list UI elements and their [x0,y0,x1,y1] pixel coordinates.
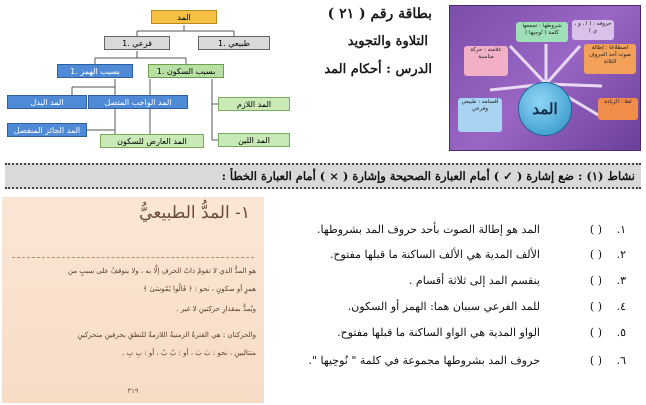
statement-number: ٦. [616,354,626,367]
excerpt-line-1: هو المدُّ الذي لا تقومُ ذاتُ الحرفِ إلَّا به ، ولا يتوقفُ على سببٍ من [67,267,256,275]
statement-number: ٥. [616,326,626,339]
concept-types: أقسامه : طبيعي وفرعي [458,98,502,132]
excerpt-line-4: والحركتان : هي الفترةُ الزمنيةُ اللازمةُ للنطقِ بحرفينِ متحركينِ [77,331,256,339]
tree-lazim: المد اللازم [218,97,290,111]
statement-2 [330,245,626,265]
lesson-title: الدرس : أحكام المد [324,62,432,77]
answer-box[interactable]: ( ) [589,274,602,287]
excerpt-line-3: ويُمدُّ بمقدارِ حركتينِ لا غير . [176,305,256,313]
statement-6 [309,351,627,371]
concept-mark: علامته : حركة مناسبة [464,46,508,76]
statement-number: ١. [616,223,626,236]
statement-5 [337,323,626,343]
statement-text: الواو المدية هي الواو الساكنة ما قبلها مفتوح. [337,326,540,339]
tree-munfasil: المد الجائز المنفصل [7,123,87,137]
answer-box[interactable]: ( ) [589,248,602,261]
tree-by-sukoon: 1. بسبب السكون [148,64,224,78]
statement-text: للمد الفرعي سببان هما: الهمز أو السكون. [347,300,540,313]
concept-center: المد [518,82,572,136]
tree-secondary: 1. فرعي [104,36,170,50]
statement-3 [409,271,626,291]
tree-root: المد [151,10,217,24]
tree-arid: المد العارض للسكون [100,134,204,148]
answer-box[interactable]: ( ) [589,326,602,339]
statement-number: ٢. [616,248,626,261]
statement-text: الألف المدية هي الألف الساكنة ما قبلها مفتوح. [329,248,540,261]
statement-4 [348,297,626,317]
statement-1 [317,220,626,240]
answer-box[interactable]: ( ) [589,354,602,367]
book-excerpt [2,197,264,403]
excerpt-line-2: همزٍ أو سكونٍ ، نحو : ﴿ قَالُوا يَٰمُوسَىٰ ﴾ [143,285,256,293]
concept-conditions: شروطها : تجمعها كلمة ( نُوحِيها ) [516,22,568,42]
card-number: بطاقة رقم ( ٢١ ) [327,6,432,22]
concept-linguistic: لغةً : الزيادة [598,98,638,120]
excerpt-divider [12,257,254,258]
tree-leen: المد اللين [218,133,290,147]
statement-text: المد هو إطالة الصوت بأحد حروف المد بشروطها. [317,223,540,236]
statement-number: ٤. [616,300,626,313]
statement-text: حروف المد بشروطها مجموعة في كلمة " نُوحِيها ". [308,354,540,367]
subject-title: التلاوة والتجويد [347,34,428,49]
excerpt-page-number: ٣١٩ [127,387,139,395]
tree-natural: 1. طبيعي [198,36,270,50]
tree-badal: المد البدل [7,95,87,109]
excerpt-heading: ١- المدُّ الطبيعيُّ [139,203,250,223]
statement-number: ٣. [616,274,626,287]
concept-definition: اصطلاحًا : إطالة صوت أحد الحروف الثلاثة [584,44,636,74]
statement-text: ينقسم المد إلى ثلاثة أقسام . [408,274,540,287]
concept-map [449,5,641,151]
concept-letters: حروفه : ( ا ، و ، ي ) [572,20,614,40]
activity-instruction: نشاط (١) : ضع إشارة ( ✓ ) أمام العبارة الصحيحة وإشارة ( × ) أمام العبارة الخطأ : [5,163,641,189]
answer-box[interactable]: ( ) [589,300,602,313]
excerpt-line-5: متتاليينِ ، نحو : بَ بَ ، أو : بُ بُ ، أو : بِ بِ . [122,349,256,357]
mad-types-tree [0,0,300,160]
tree-muttasil: المد الواجب المتصل [88,95,188,109]
answer-box[interactable]: ( ) [589,223,602,236]
tree-by-hamz: 1. بسبب الهمز [57,64,133,78]
